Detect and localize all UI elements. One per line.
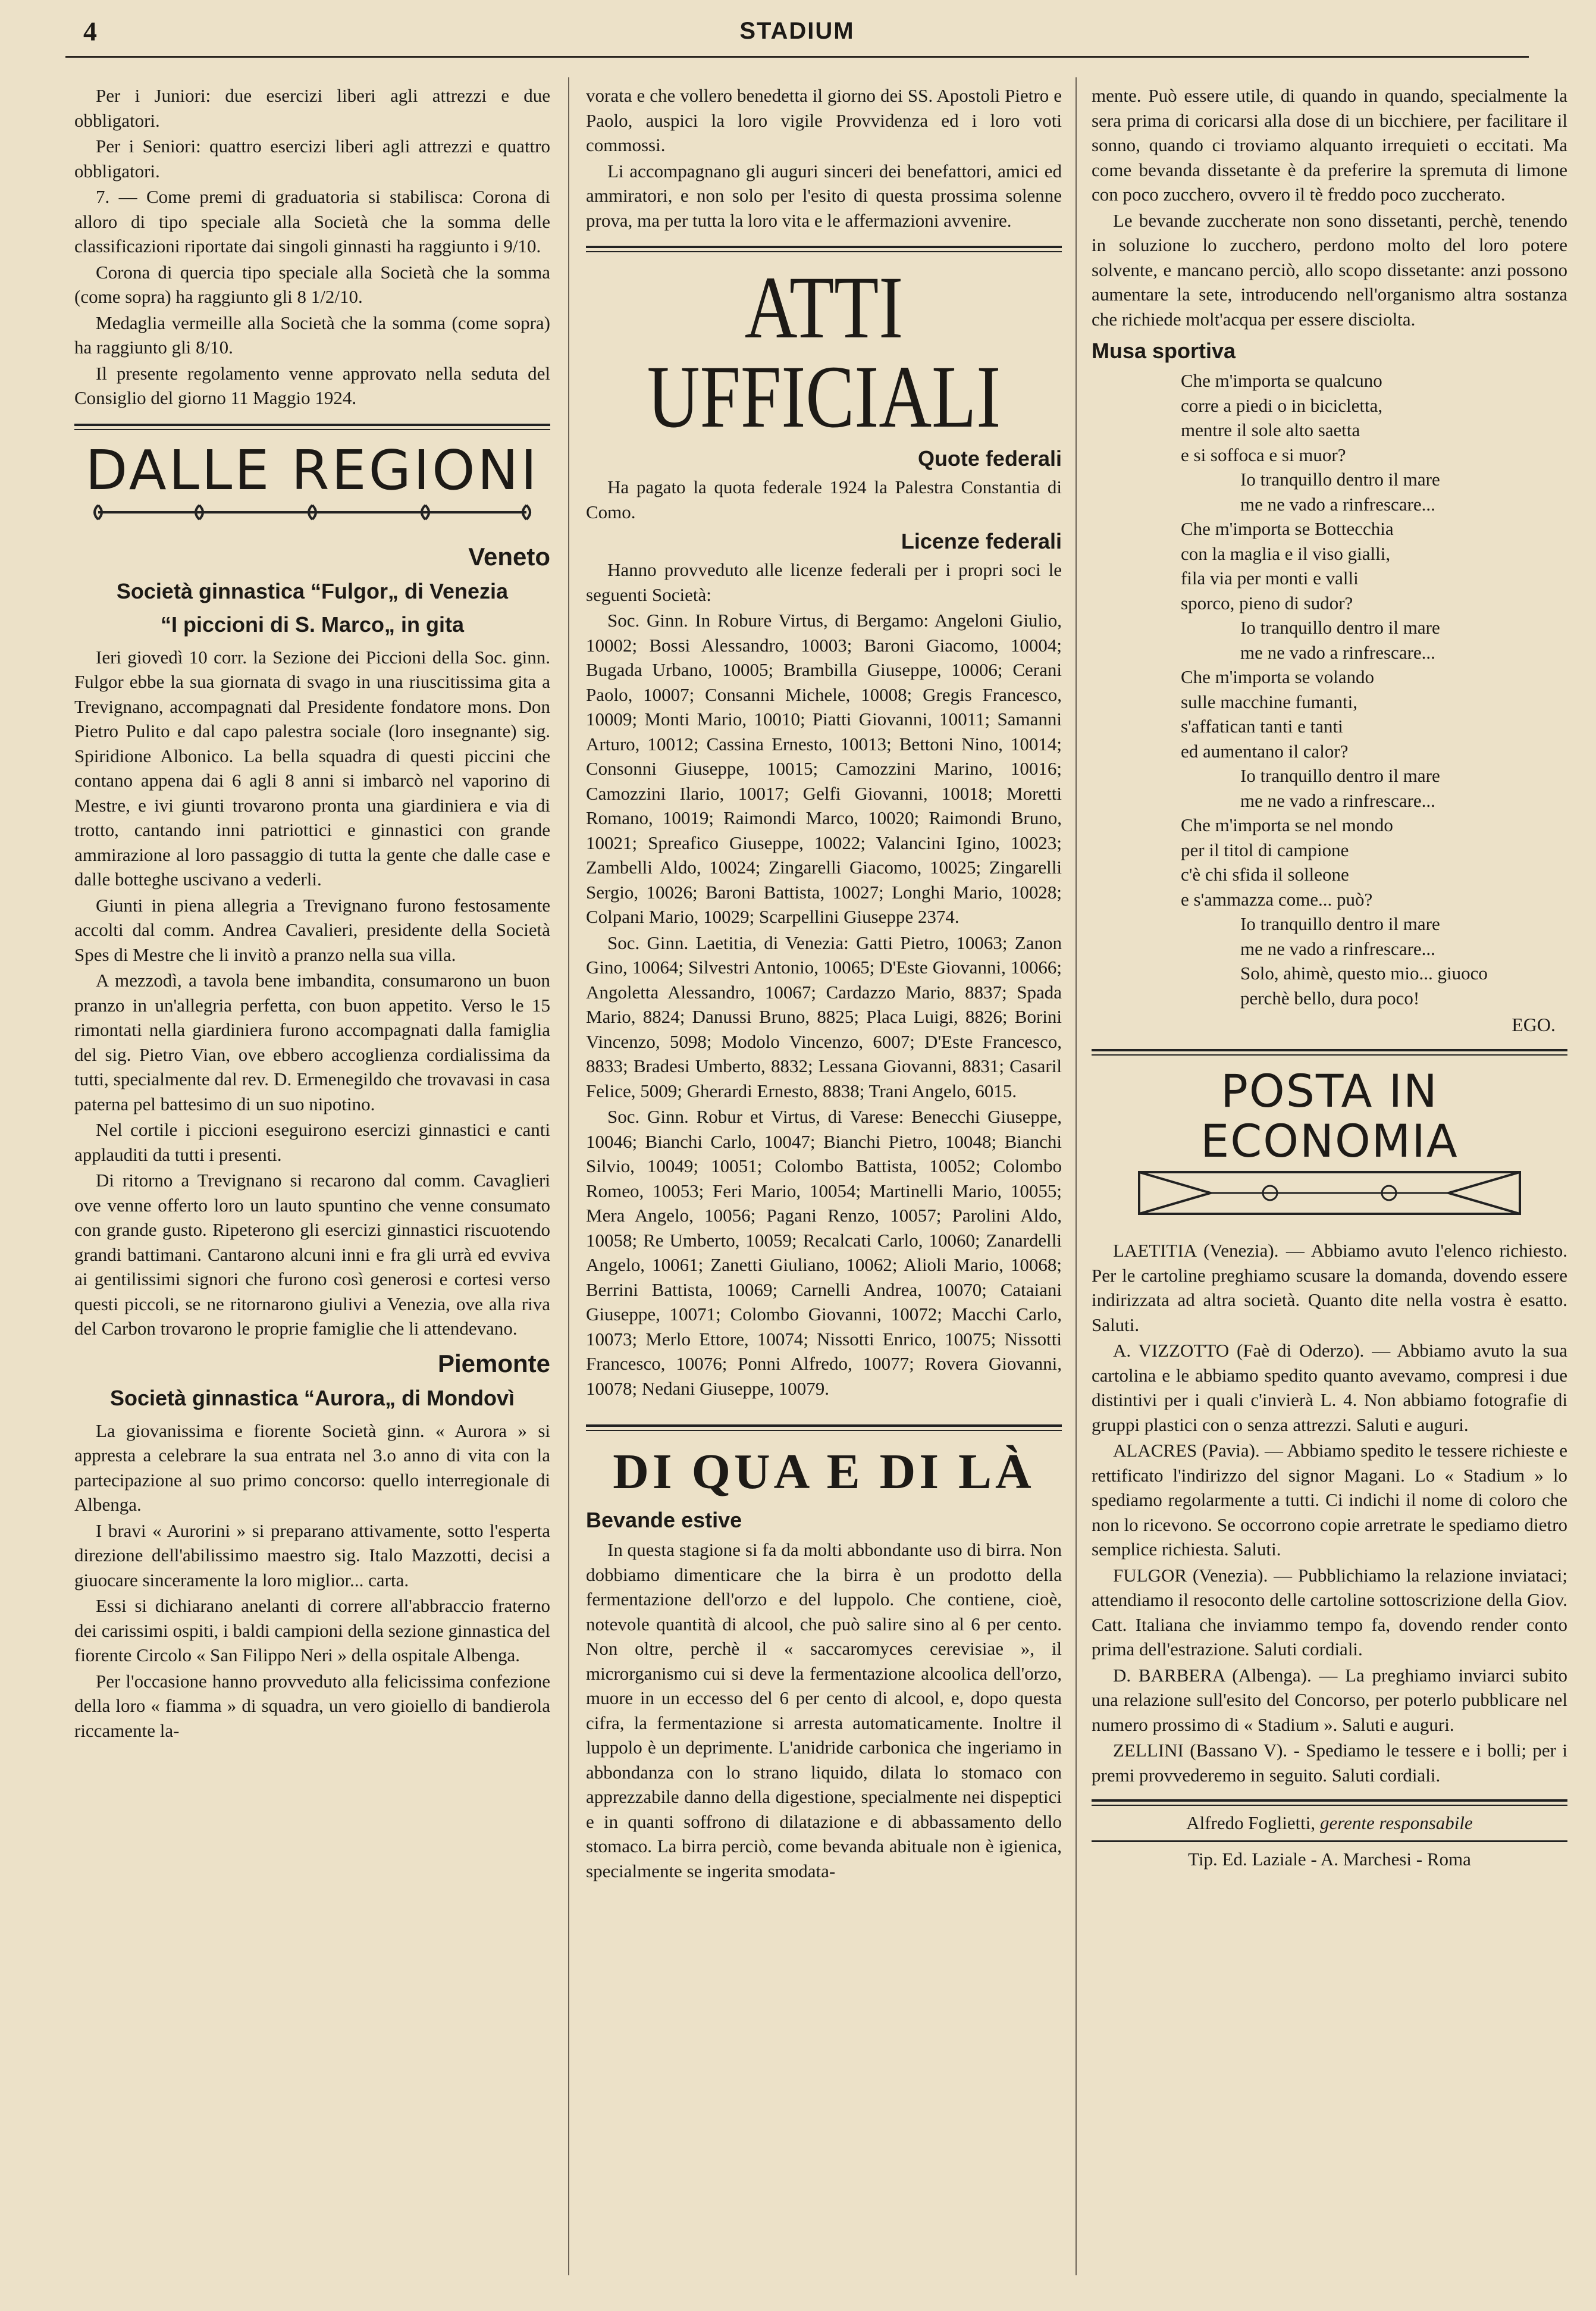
mail-reply: LAETITIA (Venezia). — Abbiamo avuto l'elenco richiesto. Per le cartoline preghiamo scusare la domanda, dovendo essere indirizzata ad altra società. Quanto dite nella vostra è esatto. Saluti. [1092,1240,1567,1335]
page-number: 4 [83,16,97,46]
poem-line: e s'ammazza come... può? [1181,888,1373,910]
poem-line: perchè bello, dura poco! [1240,987,1420,1009]
poem-line: per il titol di campione [1181,839,1349,860]
poem-line: mentre il sole alto saetta [1181,419,1360,440]
masthead: STADIUM [739,18,855,44]
editor-line [1092,1808,1567,1838]
section-rule [74,424,550,430]
envelope-ornament-icon [1121,1166,1538,1220]
paragraph: Corona di quercia tipo speciale alla Società che la somma (come sopra) ha raggiunto gli 8 1/2/10. [74,261,550,307]
region-heading-veneto: Veneto [468,542,550,571]
editor-name: Alfredo Foglietti, [1186,1812,1316,1833]
poem-line: sulle macchine fumanti, [1181,691,1357,712]
paragraph: Nel cortile i piccioni eseguirono esercizi ginnastici e canti applauditi da tutti i presenti. [74,1119,550,1165]
section-heading-bevande: Bevande estive [586,1508,742,1532]
paragraph: Essi si dichiarano anelanti di correre all'abbraccio fraterno dei carissimi ospiti, i baldi campioni della sezione ginnastica del fiorente Circolo « San Filippo Neri » della ospitale Albenga. [74,1595,550,1665]
mail-reply: ZELLINI (Bassano V). - Spediamo le tessere e i bolli; per i premi provvederemo in seguito. Saluti cordiali. [1092,1740,1567,1786]
column-middle [586,83,1062,2287]
mail-reply: ALACRES (Pavia). — Abbiamo spedito le tessere richieste e rettificato l'indirizzo del signor Magani. Lo « Stadium » lo spediamo regolarmente a tutti. Ci indichi il nome di coloro che non lo ricevono. Se occorrono copie arretrate le spediamo dietro semplice richiesta. Saluti. [1092,1440,1567,1560]
paragraph: Ha pagato la quota federale 1924 la Palestra Constantia di Como. [586,477,1062,522]
poem-line: con la maglia e il viso gialli, [1181,543,1391,564]
section-rule [586,1424,1062,1431]
poem-line: Che m'importa se Bottecchia [1181,518,1394,539]
poem-line: me ne vado a rinfrescare... [1240,641,1435,663]
poem-line: fila via per monti e valli [1181,568,1359,588]
posta-in-economia-title: POSTA IN ECONOMIA [1200,1064,1459,1167]
paragraph: Giunti in piena allegria a Trevignano furono festosamente accolti dal comm. Andrea Cavalieri, presidente della Società Spes di Mestre che li invitò a pranzo nella sua villa. [74,894,550,965]
paragraph: Di ritorno a Trevignano si recarono dal comm. Cavaglieri ove venne offerto loro un lauto spuntino che venne consumato con grande gusto. Ripeterono gli esercizi ginnastici riscuotendo grandi battimani. Cantarono alcuni inni e fra gli urrà ed evviva ai gentilissimi signori che furono così generosi e cortesi verso questi piccoli, se ne ritornarono giulivi a Venezia, ove alla riva del Carbon trovarono le proprie famiglie che li attendevano. [74,1170,550,1339]
region-heading-piemonte: Piemonte [437,1349,550,1377]
poem-line: Che m'importa se nel mondo [1181,815,1393,835]
atti-ufficiali-header [586,258,1062,446]
poem-line: ed aumentano il calor? [1181,740,1349,762]
poem-line: e si soffoca e si muor? [1181,444,1346,465]
article-subtitle: “I piccioni di S. Marco„ in gita [160,612,465,637]
poem-line: Io tranquillo dentro il mare [1240,469,1440,490]
paragraph: Hanno provveduto alle licenze federali per i propri soci le seguenti Società: [586,559,1062,605]
poem-line: c'è chi sfida il solleone [1181,864,1349,885]
mail-reply: A. VIZZOTTO (Faè di Oderzo). — Abbiamo avuto la sua cartolina e le abbiamo spedito quanto avevamo, compresi i due distintivi per i quali c'invierà L. 4. Non abbiamo fotografie di gruppi plastici con o senza attrezzi. Saluti e auguri. [1092,1340,1567,1435]
poem-line: Io tranquillo dentro il mare [1240,765,1440,786]
page-header [65,13,1529,58]
dalle-regioni-header [74,438,550,527]
poem-line: Io tranquillo dentro il mare [1240,913,1440,934]
paragraph: Soc. Ginn. Laetitia, di Venezia: Gatti Pietro, 10063; Zanon Gino, 10064; Silvestri Antonio, 10065; D'Este Giovanni, 10066; Angoletta Alessandro, 10067; Cardazzo Mario, 8837; Spada Mario, 8824; Danussi Bruno, 8825; Placa Luigi, 8826; Borini Vincenzo, 5098; Modolo Vincenzo, 6007; D'Este Francesco, 8833; Bradesi Umberto, 8832; Lessana Giovanni, 8831; Casaril Felice, 5009; Gherardi Ernesto, 8838; Trani Angelo, 6015. [586,932,1062,1101]
poem-signature: EGO. [1512,1014,1556,1035]
poem-line: me ne vado a rinfrescare... [1240,790,1435,811]
editor-role: gerente responsabile [1319,1812,1473,1833]
section-rule [586,246,1062,252]
section-rule [1092,1799,1567,1806]
column-divider [1076,77,1077,2275]
mail-reply: D. BARBERA (Albenga). — La preghiamo inviarci subito una relazione sull'esito del Concorso, per poterlo pubblicare nel numero prossimo di « Stadium ». Saluti e auguri. [1092,1664,1567,1735]
paragraph: vorata e che vollero benedetta il giorno dei SS. Apostoli Pietro e Paolo, auspici la loro vigile Provvidenza ed i loro voti commossi. [586,85,1062,155]
di-qua-e-di-la-title: DI QUA E DI LÀ [613,1444,1035,1499]
poem-line: Che m'importa se volando [1181,666,1375,687]
society-heading: Società ginnastica “Fulgor„ di Venezia [116,578,509,603]
poem-line: corre a piedi o in bicicletta, [1181,394,1383,416]
poem-line: me ne vado a rinfrescare... [1240,493,1435,515]
paragraph: Il presente regolamento venne approvato nella seduta del Consiglio del giorno 11 Maggio 1924. [74,362,550,408]
poem-line: Che m'importa se qualcuno [1181,370,1382,391]
paragraph: Soc. Ginn. Robur et Virtus, di Varese: Benecchi Giuseppe, 10046; Bianchi Carlo, 10047; Bianchi Pietro, 10048; Bianchi Silvio, 10049; 10051; Colombo Battista, 10052; Colombo Romeo, 10053; Feri Mario, 10054; Martinelli Mario, 10055; Mera Angelo, 10056; Pagani Renzo, 10057; Parolini Aldo, 10058; Re Umberto, 10059; Recalcati Carlo, 10060; Zanardelli Angelo, 10061; Zanetti Giuliano, 10062; Alioli Mario, 10068; Berrini Battista, 10069; Carnelli Andrea, 10070; Cataiani Giuseppe, 10071; Colombo Giovanni, 10072; Macchi Carlo, 10073; Merlo Ettore, 10074; Nissotti Enrico, 10075; Nissotti Francesco, 10076; Ponni Alfredo, 10077; Rovera Giovanni, 10078; Nedani Giuseppe, 10079. [586,1106,1062,1399]
paragraph: Per i Juniori: due esercizi liberi agli attrezzi e due obbligatori. [74,85,550,131]
column-right [1092,83,1567,2287]
posta-in-economia-header [1092,1066,1567,1223]
footer-rule [1092,1840,1567,1842]
section-heading-musa: Musa sportiva [1092,339,1236,363]
paragraph: Li accompagnano gli auguri sinceri dei benefattori, amici ed ammiratori, e non solo per l'esito di questa prossima solenne prova, ma per tutta la loro vita e le affermazioni avvenire. [586,160,1062,231]
poem-line: Io tranquillo dentro il mare [1240,617,1440,638]
paragraph: Per l'occasione hanno provveduto alla felicissima confezione della loro « fiamma » di squadra, un vero gioiello di bandierola riccamente la- [74,1670,550,1741]
paragraph: Ieri giovedì 10 corr. la Sezione dei Piccioni della Soc. ginn. Fulgor ebbe la sua giornata di svago in una riuscitissima gita a Trevignano, accompagnati dal Presidente fondatore mons. Don Pietro Pulito e dal capo palestra sociale (loro insegnante) sig. Spiridione Albonico. La bella squadra di questi piccini che contano appena dai 6 agli 8 anni si imbarcò nel vaporino di Mestre, e ivi giunti trovarono pronta una giardiniera e via di trotto, cantando inni patriottici e ginnastici con grande ammirazione al loro passaggio di tutta la gente che dalle case e dalle botteghe uscivano a vederli. [74,646,550,890]
mail-reply: FULGOR (Venezia). — Pubblichiamo la relazione inviataci; attendiamo il resoconto delle cartoline sottoscrizione della Giov. Catt. Italiana che inviammo tempo fa, dovendo render conto prima dell'estrazione. Saluti cordiali. [1092,1564,1567,1659]
printer-line: Tip. Ed. Laziale - A. Marchesi - Roma [1188,1849,1471,1870]
column-divider [568,77,569,2275]
section-heading-licenze: Licenze federali [901,529,1062,553]
ornament-chain-icon [86,500,538,524]
paragraph: mente. Può essere utile, di quando in quando, specialmente la sera prima di coricarsi alla dose di un bicchiere, per facilitare il sonno, quando ci troviamo alquanto irrequieti o eccitati. Ma come bevanda dissetante è da preferire la spremuta di limone con poco zucchero, ovvero il tè freddo poco zuccherato. [1092,85,1567,205]
poem-line: me ne vado a rinfrescare... [1240,938,1435,959]
poem-line: s'affatican tanti e tanti [1181,716,1343,737]
society-heading: Società ginnastica “Aurora„ di Mondovì [109,1385,515,1410]
poem-line: sporco, pieno di sudor? [1181,592,1353,613]
paragraph: Medaglia vermeille alla Società che la somma (come sopra) ha raggiunto gli 8/10. [74,312,550,358]
paragraph: I bravi « Aurorini » si preparano attivamente, sotto l'esperta direzione dell'abilissimo maestro sig. Italo Mazzotti, decisi a giuocare sinceramente la loro miglior... carta. [74,1520,550,1590]
poem-line: Solo, ahimè, questo mio... giuoco [1240,963,1488,984]
column-left [74,83,550,2287]
paragraph: Soc. Ginn. In Robure Virtus, di Bergamo: Angeloni Giulio, 10002; Bossi Alessandro, 10003; Baroni Giacomo, 10004; Bugada Urbano, 10005; Brambilla Giuseppe, 10006; Cerani Paolo, 10007; Consanni Michele, 10008; Gregis Francesco, 10009; Monti Mario, 10010; Piatti Giovanni, 10011; Samanni Arturo, 10012; Cassina Ernesto, 10013; Bettoni Nino, 10014; Consonni Giuseppe, 10015; Camozzini Marino, 10016; Camozzini Ilario, 10017; Gelfi Giovanni, 10018; Moretti Romano, 10019; Raimondi Marco, 10020; Raimondi Bruno, 10021; Spreafico Giuseppe, 10022; Valancini Igino, 10023; Zambelli Aldo, 10024; Zingarelli Giacomo, 10025; Zingarelli Sergio, 10026; Baroni Battista, 10027; Longhi Mario, 10028; Colpani Mario, 10029; Scarpellini Giuseppe 2374. [586,610,1062,927]
paragraph: Per i Seniori: quattro esercizi liberi agli attrezzi e quattro obbligatori. [74,136,550,181]
paragraph: In questa stagione si fa da molti abbondante uso di birra. Non dobbiamo dimenticare che la birra è un prodotto della fermentazione dell'orzo e del luppolo. Che contiene, cioè, notevole quantità di alcool, che può salire sino al 6 per cento. Non oltre, perchè il « saccaromyces cerevisiae », il microrganismo cui si deve la fermentazione alcoolica dell'orzo, muore in un eccesso del 6 per cento di alcool, e, dopo questa cifra, la fermentazione si arresta automaticamente. Inoltre il luppolo è un deprimente. L'anidride carbonica che ingeriamo in abbondanza con lo strano liquido, dilata lo stomaco con apprezzabile danno della digestione, specialmente nei dispeptici e in quanti soffrono di dilatazione e di abbassamento dello stomaco. La birra perciò, come bevanda abituale non è igienica, specialmente se ingerita smodata- [586,1539,1062,1881]
poem [1181,368,1567,1010]
paragraph: La giovanissima e fiorente Società ginn. « Aurora » si appresta a celebrare la sua entrata nel 3.o anno di vita con la partecipazione al suo primo concorso: quello interregionale di Albenga. [74,1420,550,1515]
section-rule [1092,1049,1567,1056]
dalle-regioni-title: DALLE REGIONI [85,438,540,502]
paragraph: A mezzodì, a tavola bene imbandita, consumarono un buon pranzo in un'allegria perfetta, con buon appetito. Verso le 15 rimontati nella giardiniera furono accompagnati dalla famiglia del sig. Pietro Vian, ove ebbero accoglienza cordialissima da tutti, specialmente dal rev. D. Ermenegildo che trovavasi in casa paterna pel battesimo di un suo nipotino. [74,970,550,1114]
paragraph: Le bevande zuccherate non sono dissetanti, perchè, tenendo in soluzione lo zucchero, perdono molto del loro potere solvente, e mancano perciò, allo scopo dissetante: anzi possono aumentare la sete, introducendo nell'organismo altra sostanza che richiede molt'acqua per essere disciolta. [1092,209,1567,330]
paragraph: 7. — Come premi di graduatoria si stabilisca: Corona di alloro di tipo speciale alla Società che la somma delle classificazioni riportate dai singoli ginnasti ha raggiunto i 9/10. [74,186,550,256]
regulation-continuation [74,83,550,411]
section-heading-quote: Quote federali [917,446,1062,471]
atti-ufficiali-title: ATTI UFFICIALI [647,258,1001,446]
